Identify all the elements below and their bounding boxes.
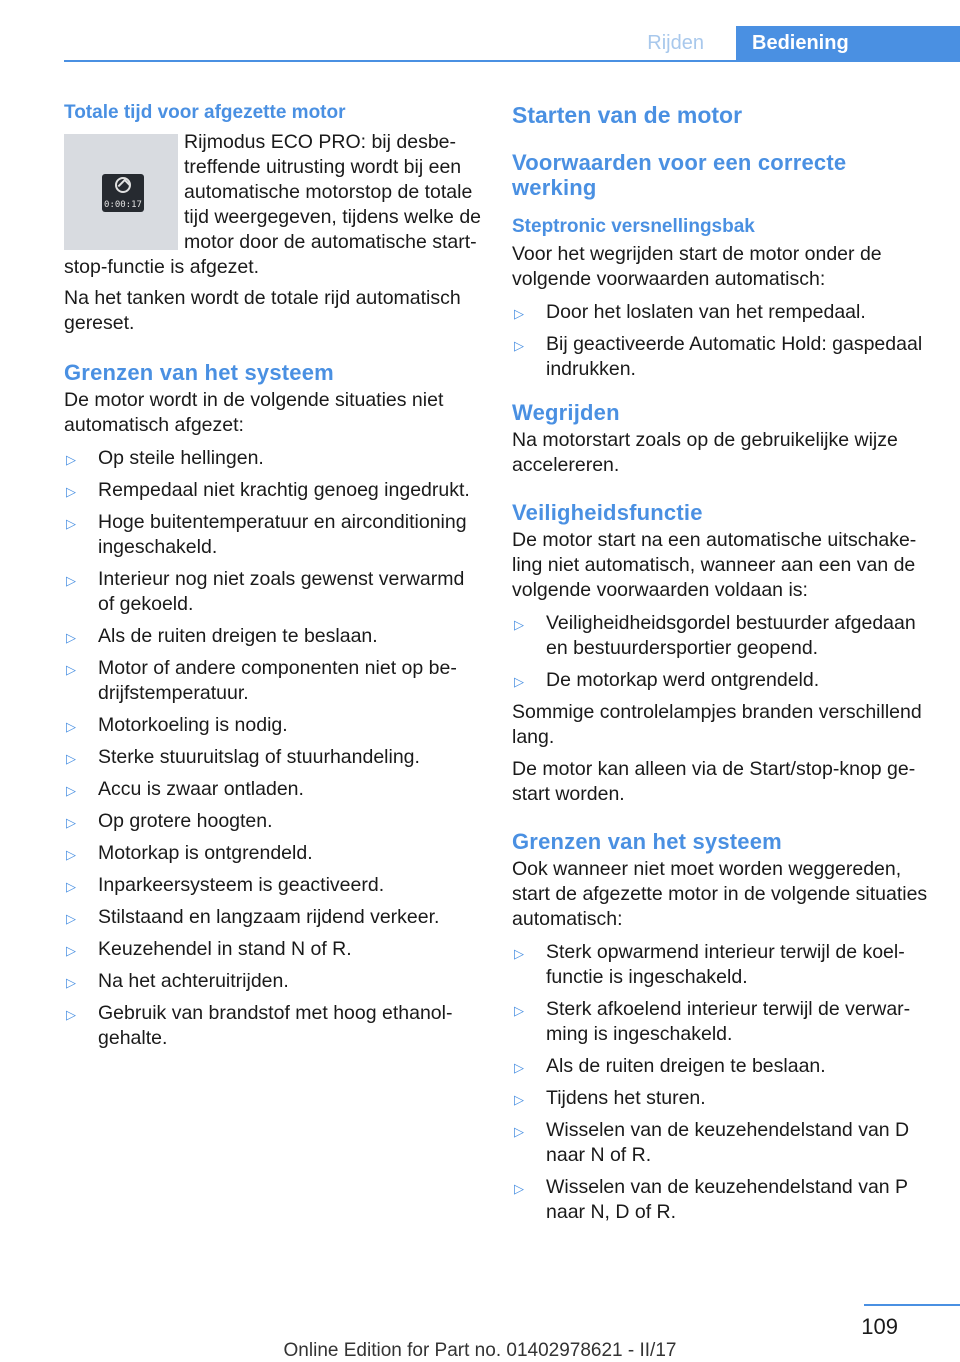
page-number: 109 [861, 1314, 898, 1339]
bullet-triangle-icon: ▷ [514, 674, 524, 689]
list-not-off-text: Hoge buitentemperatuur en airconditioning ingeschakeld. [98, 511, 467, 558]
list-safety-text: De motorkap werd ontgrendeld. [546, 669, 820, 691]
list-auto-restart [512, 940, 932, 1225]
bullet-triangle-icon: ▷ [514, 1060, 524, 1075]
bullet-triangle-icon: ▷ [66, 516, 76, 531]
list-not-off-item [64, 905, 484, 930]
list-not-off-text: Op grotere hoogten. [98, 810, 273, 832]
list-not-off-text: Stilstaand en langzaam rijdend verkeer. [98, 906, 440, 928]
bullet-triangle-icon: ▷ [66, 719, 76, 734]
bullet-triangle-icon: ▷ [66, 783, 76, 798]
list-not-off [64, 446, 484, 1051]
bullet-triangle-icon: ▷ [514, 306, 524, 321]
edition-text: Online Edition for Part no. 01402978621 - II/17 [283, 1340, 677, 1361]
bullet-triangle-icon: ▷ [66, 975, 76, 990]
list-not-off-item [64, 713, 484, 738]
tab-bediening[interactable]: Bediening [736, 26, 960, 62]
list-auto-restart-item [512, 997, 932, 1047]
list-not-off-item [64, 624, 484, 649]
list-auto-restart-text: Wisselen van de keuzehendelstand van D naar N of R. [546, 1119, 910, 1166]
display-panel [102, 174, 144, 212]
list-not-off-item [64, 969, 484, 994]
list-auto-start [512, 300, 932, 382]
list-not-off-item [64, 656, 484, 706]
auto-start-stop-icon [115, 177, 131, 193]
bullet-triangle-icon: ▷ [514, 1003, 524, 1018]
list-not-off-item [64, 873, 484, 898]
paragraph-reset: Na het tanken wordt de totale rijd automatisch gereset. [64, 287, 461, 334]
paragraph-lamps: Sommige controlelampjes branden verschillend lang. [512, 701, 922, 748]
list-auto-start-text: Door het loslaten van het rempedaal. [546, 301, 866, 323]
bullet-triangle-icon: ▷ [66, 452, 76, 467]
page-footer [0, 1300, 960, 1362]
bullet-triangle-icon: ▷ [514, 338, 524, 353]
footer-rule [864, 1304, 960, 1306]
list-not-off-text: Gebruik van brandstof met hoog ethanolgehalte. [98, 1002, 453, 1049]
list-not-off-item [64, 841, 484, 866]
list-auto-restart-text: Tijdens het sturen. [546, 1087, 706, 1109]
list-not-off-item [64, 777, 484, 802]
heading-limits-right: Grenzen van het systeem [512, 829, 782, 854]
list-safety-text: Veiligheidheidsgordel bestuurder afgedaan en bestuurdersportier geopend. [546, 612, 916, 659]
paragraph-eco-pro: Rijmodus ECO PRO: bij desbetreffende uitrusting wordt bij een automatische motorstop de totale tijd weergegeven, tijdens welke de motor door de automatische start-stop-functie is afgezet. [64, 131, 482, 278]
paragraph-safety: De motor start na een automatische uitschakeling niet automatisch, wanneer aan een van de volgende voorwaarden voldaan is: [512, 529, 917, 601]
heading-total-time: Totale tijd voor afgezette motor [64, 102, 346, 123]
list-not-off-item [64, 478, 484, 503]
list-auto-start-item [512, 300, 932, 325]
list-not-off-text: Interieur nog niet zoals gewenst verwarmd of gekoeld. [98, 568, 465, 615]
paragraph-steptronic: Voor het wegrijden start de motor onder de volgende voorwaarden automatisch: [512, 243, 882, 290]
bullet-triangle-icon: ▷ [514, 1092, 524, 1107]
list-not-off-item [64, 510, 484, 560]
image-paragraph [64, 130, 484, 280]
heading-wegrijden: Wegrijden [512, 400, 620, 425]
list-safety-item [512, 611, 932, 661]
list-not-off-text: Keuzehendel in stand N of R. [98, 938, 352, 960]
list-not-off-text: Na het achteruitrijden. [98, 970, 289, 992]
tab-rijden[interactable]: Rijden [647, 32, 704, 54]
heading-start-engine: Starten van de motor [512, 102, 743, 128]
heading-safety: Veiligheidsfunctie [512, 500, 703, 525]
heading-limits: Grenzen van het systeem [64, 360, 334, 385]
paragraph-start-button: De motor kan alleen via de Start/stop-knop gestart worden. [512, 758, 916, 805]
heading-conditions: Voorwaarden voor een correcte werking [512, 150, 847, 200]
bullet-triangle-icon: ▷ [66, 630, 76, 645]
list-not-off-item [64, 1001, 484, 1051]
heading-steptronic: Steptronic versnellingsbak [512, 216, 755, 237]
list-not-off-item [64, 745, 484, 770]
list-auto-restart-text: Sterk opwarmend interieur terwijl de koelfunctie is ingeschakeld. [546, 941, 905, 988]
bullet-triangle-icon: ▷ [66, 484, 76, 499]
bullet-triangle-icon: ▷ [66, 911, 76, 926]
list-not-off-text: Sterke stuuruitslag of stuurhandeling. [98, 746, 420, 768]
list-not-off-text: Accu is zwaar ontladen. [98, 778, 304, 800]
list-auto-restart-item [512, 1175, 932, 1225]
bullet-triangle-icon: ▷ [514, 1124, 524, 1139]
bullet-triangle-icon: ▷ [66, 943, 76, 958]
paragraph-auto-restart: Ook wanneer niet moet worden weggereden, start de afgezette motor in de volgende situaties automatisch: [512, 858, 928, 930]
list-not-off-text: Op steile hellingen. [98, 447, 264, 469]
list-auto-restart-item [512, 1086, 932, 1111]
list-not-off-text: Inparkeersysteem is geactiveerd. [98, 874, 385, 896]
list-not-off-item [64, 809, 484, 834]
list-not-off-text: Als de ruiten dreigen te beslaan. [98, 625, 378, 647]
left-column [64, 100, 484, 1058]
list-not-off-text: Motorkoeling is nodig. [98, 714, 288, 736]
list-auto-restart-text: Sterk afkoelend interieur terwijl de verwarming is ingeschakeld. [546, 998, 911, 1045]
list-not-off-item [64, 937, 484, 962]
list-not-off-text: Rempedaal niet krachtig genoeg ingedrukt. [98, 479, 470, 501]
list-auto-restart-item [512, 1118, 932, 1168]
list-auto-start-text: Bij geactiveerde Automatic Hold: gaspedaal indrukken. [546, 333, 923, 380]
list-auto-restart-item [512, 940, 932, 990]
list-safety [512, 611, 932, 693]
bullet-triangle-icon: ▷ [66, 662, 76, 677]
right-column [512, 100, 932, 1232]
bullet-triangle-icon: ▷ [66, 815, 76, 830]
bullet-triangle-icon: ▷ [66, 847, 76, 862]
header-rule [64, 60, 960, 62]
list-auto-restart-text: Wisselen van de keuzehendelstand van P naar N, D of R. [546, 1176, 908, 1223]
list-auto-start-item [512, 332, 932, 382]
list-safety-item [512, 668, 932, 693]
bullet-triangle-icon: ▷ [66, 573, 76, 588]
list-auto-restart-item [512, 1054, 932, 1079]
bullet-triangle-icon: ▷ [514, 1181, 524, 1196]
list-not-off-text: Motorkap is ontgrendeld. [98, 842, 313, 864]
list-not-off-item [64, 567, 484, 617]
list-not-off-text: Motor of andere componenten niet op bedrijfstemperatuur. [98, 657, 457, 704]
bullet-triangle-icon: ▷ [514, 617, 524, 632]
bullet-triangle-icon: ▷ [66, 751, 76, 766]
eco-display-image [64, 134, 178, 250]
bullet-triangle-icon: ▷ [66, 1007, 76, 1022]
list-auto-restart-text: Als de ruiten dreigen te beslaan. [546, 1055, 826, 1077]
list-not-off-item [64, 446, 484, 471]
page-header [0, 0, 960, 62]
paragraph-not-off: De motor wordt in de volgende situaties niet automatisch afgezet: [64, 389, 444, 436]
paragraph-wegrijden: Na motorstart zoals op de gebruikelijke wijze accelereren. [512, 429, 898, 476]
bullet-triangle-icon: ▷ [66, 879, 76, 894]
bullet-triangle-icon: ▷ [514, 946, 524, 961]
display-time: 0:00:17 [104, 200, 142, 210]
